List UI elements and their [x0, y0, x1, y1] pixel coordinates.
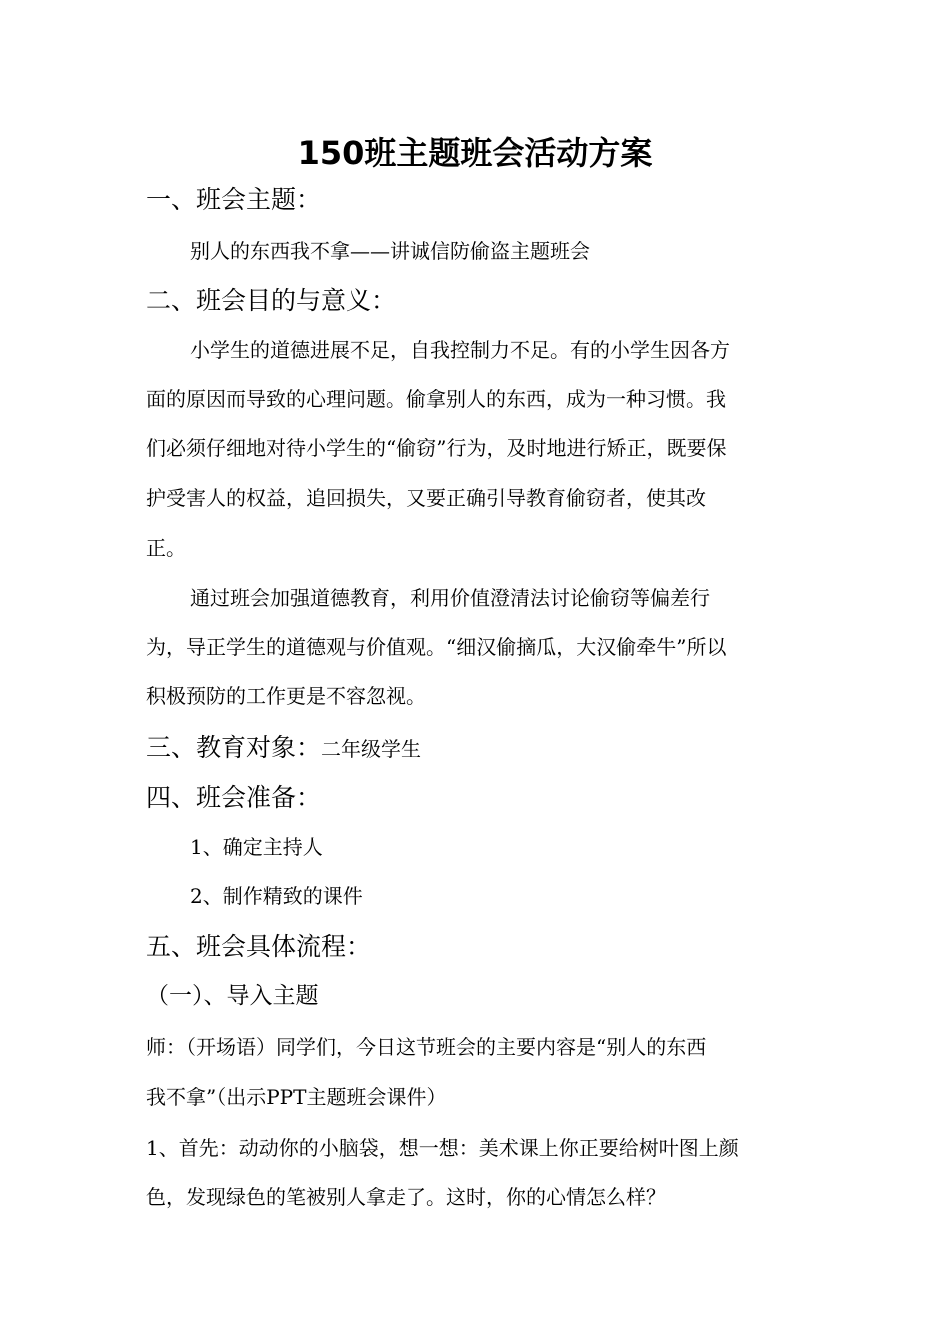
process-line-4: 色，发现绿色的笔被别人拿走了。这时，你的心情怎么样？: [146, 1185, 666, 1209]
process-line-3: 1、首先：动动你的小脑袋，想一想：美术课上你正要给树叶图上颜: [146, 1136, 739, 1160]
audience-value: 二年级学生: [321, 737, 422, 761]
purpose-para2-line1: 通过班会加强道德教育，利用价值澄清法讨论偷窃等偏差行: [190, 586, 710, 610]
purpose-para1-line5: 正。: [146, 536, 186, 560]
audience-heading-text: 三、教育对象：: [146, 733, 322, 762]
process-line-1: 师：（开场语）同学们，今日这节班会的主要内容是“别人的东西: [146, 1035, 707, 1059]
section-heading-preparation: 四、班会准备：: [146, 783, 322, 812]
section-heading-theme: 一、班会主题：: [146, 185, 322, 214]
purpose-para2-line2: 为，导正学生的道德观与价值观。“细汉偷摘瓜，大汉偷牵牛”所以: [146, 635, 727, 659]
purpose-para1-line1: 小学生的道德进展不足，自我控制力不足。有的小学生因各方: [190, 338, 730, 362]
purpose-para1-line3: 们必须仔细地对待小学生的“偷窃”行为，及时地进行矫正，既要保: [146, 436, 727, 460]
preparation-item-1: 1、确定主持人: [190, 835, 323, 859]
section-heading-process: 五、班会具体流程：: [146, 932, 372, 961]
process-subheading-intro: （一）、导入主题: [146, 983, 319, 1009]
purpose-para1-line2: 面的原因而导致的心理问题。偷拿别人的东西，成为一种习惯。我: [146, 387, 726, 411]
purpose-para1-line4: 护受害人的权益，追回损失，又要正确引导教育偷窃者，使其改: [146, 486, 706, 510]
section-heading-audience: [146, 730, 421, 767]
theme-line: 别人的东西我不拿——讲诚信防偷盗主题班会: [190, 239, 590, 263]
process-line-2: 我不拿”（出示PPT主题班会课件）: [146, 1085, 447, 1109]
section-heading-purpose: 二、班会目的与意义：: [146, 286, 397, 315]
preparation-item-2: 2、制作精致的课件: [190, 884, 363, 908]
document-title: 150班主题班会活动方案: [297, 134, 653, 172]
purpose-para2-line3: 积极预防的工作更是不容忽视。: [146, 684, 426, 708]
